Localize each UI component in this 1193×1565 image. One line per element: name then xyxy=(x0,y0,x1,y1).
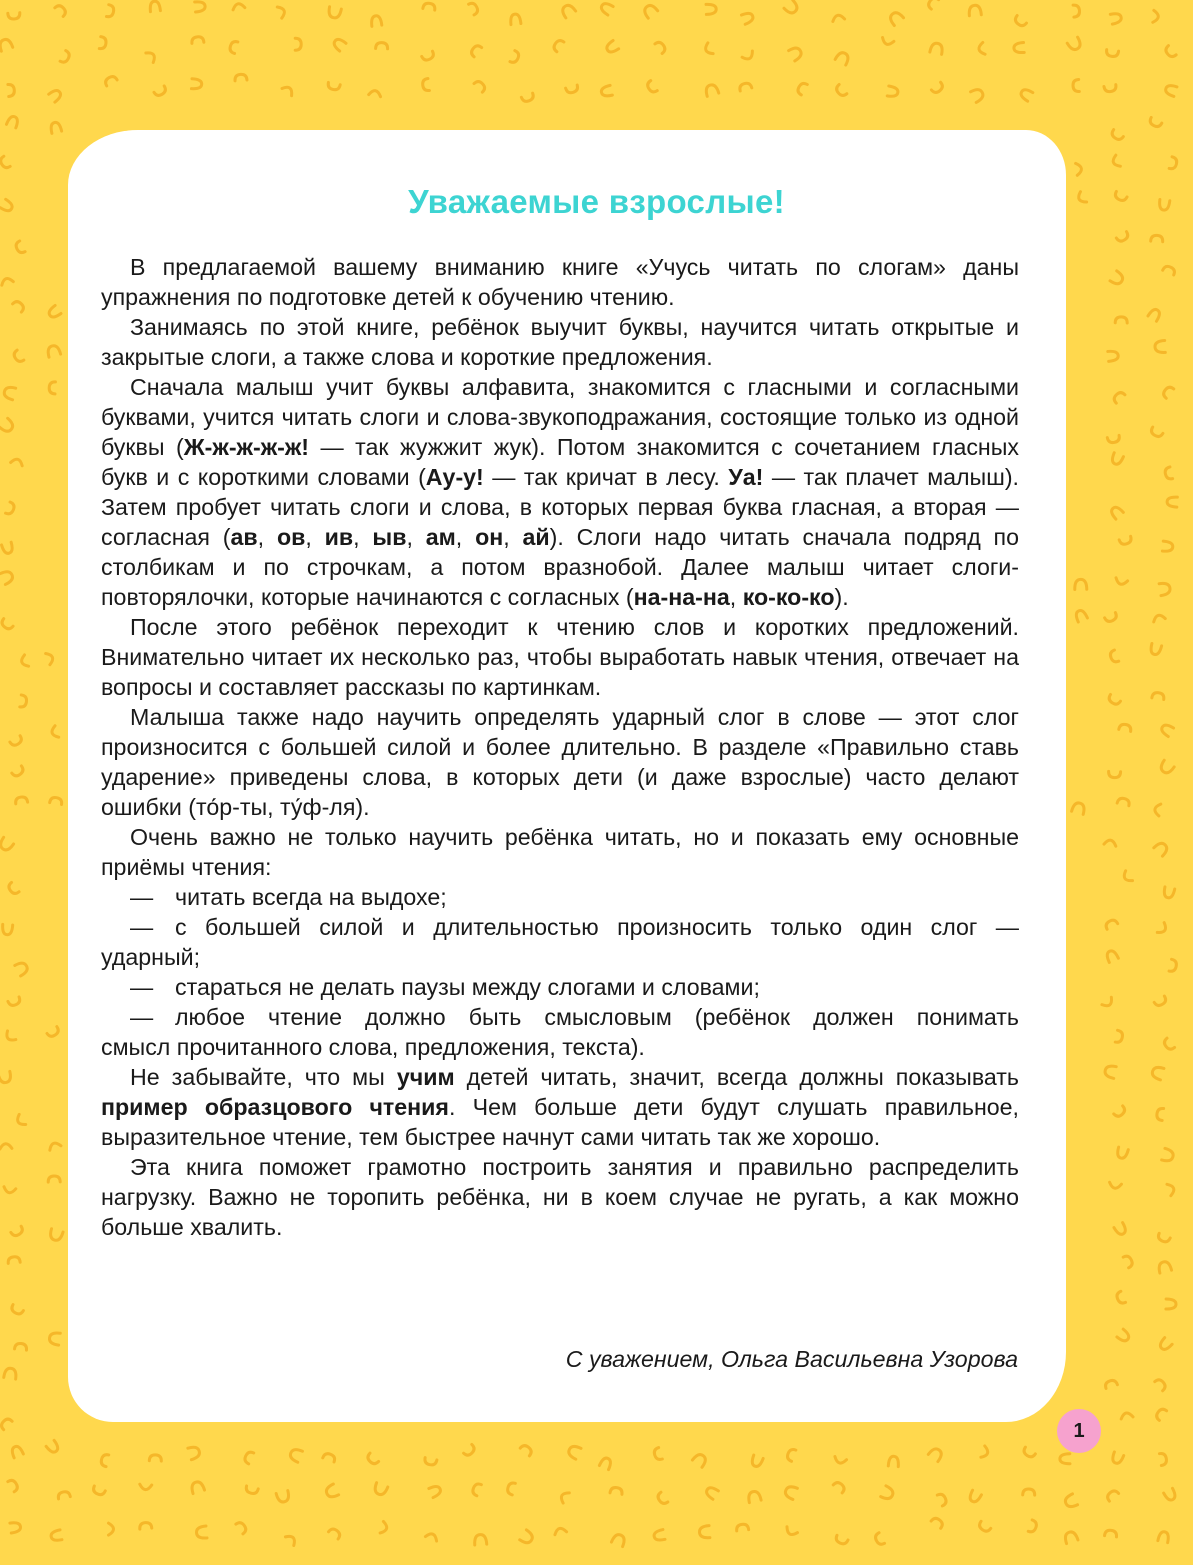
squiggle-mark xyxy=(332,37,346,51)
squiggle-mark xyxy=(50,121,62,133)
squiggle-mark xyxy=(1119,723,1132,731)
squiggle-mark xyxy=(0,38,13,51)
squiggle-mark xyxy=(834,1457,847,1465)
squiggle-mark xyxy=(0,1417,12,1430)
squiggle-mark xyxy=(699,1526,710,1539)
squiggle-mark xyxy=(149,1,160,12)
squiggle-mark xyxy=(371,15,382,26)
squiggle-mark xyxy=(92,1486,105,1496)
paragraph-closing: Эта книга поможет грамотно построить занятия и правильно распределить нагрузку. Важно не торопить ребёнка, ни в коем случае не ругать, а как можно больше хвалить. xyxy=(101,1154,1019,1240)
squiggle-mark xyxy=(474,79,487,92)
squiggle-mark xyxy=(1157,1233,1170,1243)
squiggle-mark xyxy=(47,1027,60,1039)
squiggle-mark xyxy=(6,502,16,515)
squiggle-mark xyxy=(10,1522,21,1533)
squiggle-mark xyxy=(1159,760,1175,775)
squiggle-mark xyxy=(0,418,15,434)
squiggle-mark xyxy=(276,1491,290,1504)
squiggle-mark xyxy=(6,115,19,128)
squiggle-mark xyxy=(424,1458,437,1466)
squiggle-mark xyxy=(835,51,850,65)
squiggle-mark xyxy=(1102,997,1115,1008)
squiggle-mark xyxy=(0,277,13,285)
squiggle-mark xyxy=(931,1516,944,1528)
squiggle-mark xyxy=(656,1492,668,1505)
squiggle-mark xyxy=(295,38,301,50)
squiggle-mark xyxy=(11,458,24,466)
squiggle-mark xyxy=(190,1480,204,1493)
squiggle-mark xyxy=(154,86,167,97)
squiggle-mark xyxy=(1152,614,1165,622)
squiggle-mark xyxy=(1155,1407,1167,1420)
squiggle-mark xyxy=(1163,265,1176,275)
squiggle-mark xyxy=(60,51,71,64)
squiggle-mark xyxy=(1163,887,1175,899)
squiggle-mark xyxy=(1166,1299,1176,1309)
squiggle-mark xyxy=(835,1535,848,1545)
squiggle-mark xyxy=(706,4,716,14)
squiggle-mark xyxy=(195,1,206,12)
squiggle-mark xyxy=(1076,163,1083,176)
squiggle-mark xyxy=(422,79,429,92)
squiggle-mark xyxy=(366,1453,379,1466)
paragraph-method: Сначала малыш учит буквы алфавита, знакомится с гласными и согласными буквами, учится читать слоги и слова-звукоподражания, состоящие только из одной буквы (Ж-ж-ж-ж-ж! — так жужжит жук). Потом знакомится с сочетанием гласных букв и с короткими словами (Ау-у! — так кричат в лесу. Уа! — так плачет малыш). Затем пробует читать слоги и слова, в которых первая буква гласная, а вторая — согласная (ав, ов, ив, ыв, ам, он, ай). Слоги надо читать сначала подряд по столбикам и по строчкам, а потом вразнобой. Далее малыш читает слоги-повторялочки, которые начинаются с согласных (на-на-на, ко-ко-ко). xyxy=(101,374,1019,610)
squiggle-mark xyxy=(1157,923,1168,936)
squiggle-mark xyxy=(1108,771,1120,777)
squiggle-mark xyxy=(48,1176,60,1182)
squiggle-mark xyxy=(1110,271,1125,287)
squiggle-mark xyxy=(422,51,435,62)
squiggle-mark xyxy=(1114,1106,1127,1118)
squiggle-mark xyxy=(0,156,10,169)
squiggle-mark xyxy=(8,1256,20,1263)
paragraph-book-goals: Занимаясь по этой книге, ребёнок выучит буквы, научится читать открытые и закрытые слоги, а также слова и короткие предложения. xyxy=(101,314,1019,370)
squiggle-mark xyxy=(469,2,480,15)
squiggle-mark xyxy=(1110,453,1123,466)
squiggle-mark xyxy=(741,11,754,24)
squiggle-mark xyxy=(57,1491,70,1499)
squiggle-mark xyxy=(236,1521,248,1534)
squiggle-mark xyxy=(510,14,521,25)
squiggle-mark xyxy=(796,82,807,95)
squiggle-mark xyxy=(1111,1452,1124,1465)
squiggle-mark xyxy=(191,36,203,43)
squiggle-mark xyxy=(1107,694,1120,706)
squiggle-mark xyxy=(12,350,24,363)
list-dash: — xyxy=(130,914,154,940)
squiggle-mark xyxy=(2,924,13,935)
squiggle-mark xyxy=(887,86,898,97)
squiggle-mark xyxy=(1109,1182,1122,1189)
signature: С уважением, Ольга Васильевна Узорова xyxy=(565,1346,1018,1372)
squiggle-mark xyxy=(0,569,14,584)
squiggle-mark xyxy=(55,4,68,17)
squiggle-mark xyxy=(1105,949,1118,962)
squiggle-mark xyxy=(1167,497,1178,508)
squiggle-mark xyxy=(1114,1223,1128,1237)
squiggle-mark xyxy=(655,40,667,53)
squiggle-mark xyxy=(464,1444,477,1457)
squiggle-mark xyxy=(8,997,21,1007)
squiggle-mark xyxy=(11,1226,24,1237)
squiggle-mark xyxy=(1112,391,1125,404)
squiggle-mark xyxy=(599,1456,612,1469)
squiggle-mark xyxy=(567,1444,581,1459)
squiggle-mark xyxy=(104,75,117,86)
squiggle-mark xyxy=(520,1530,535,1546)
squiggle-mark xyxy=(835,85,847,98)
squiggle-mark xyxy=(784,0,800,15)
squiggle-mark xyxy=(1019,87,1033,101)
squiggle-mark xyxy=(235,74,247,81)
squiggle-mark xyxy=(928,1446,944,1461)
squiggle-mark xyxy=(881,37,894,46)
squiggle-mark xyxy=(692,1452,708,1467)
squiggle-mark xyxy=(1148,307,1162,321)
squiggle-mark xyxy=(832,14,845,21)
squiggle-mark xyxy=(1117,1329,1131,1343)
squiggle-mark xyxy=(874,1533,885,1546)
squiggle-mark xyxy=(277,5,286,18)
paragraph-reading-techniques: Очень важно не только научить ребёнка читать, но и показать ему основные приёмы чтения: xyxy=(101,824,1019,880)
squiggle-mark xyxy=(1154,996,1167,1007)
squiggle-mark xyxy=(469,44,481,57)
squiggle-mark xyxy=(106,5,114,18)
squiggle-mark xyxy=(560,3,576,18)
squiggle-mark xyxy=(1075,579,1087,589)
squiggle-mark xyxy=(324,1484,338,1499)
squiggle-mark xyxy=(1063,1530,1078,1543)
squiggle-mark xyxy=(47,305,61,319)
squiggle-mark xyxy=(554,1527,567,1535)
squiggle-mark xyxy=(1022,1447,1035,1459)
squiggle-mark xyxy=(50,726,58,739)
squiggle-mark xyxy=(1160,723,1174,737)
squiggle-mark xyxy=(1155,1378,1167,1391)
squiggle-mark xyxy=(289,1447,303,1462)
paragraph-example-reading: Не забывайте, что мы учим детей читать, значит, всегда должны показывать пример образцового чтения. Чем больше дети будут слушать правильное, выразительное чтение, тем быстрее начнут сами читать так же хорошо. xyxy=(101,1064,1019,1150)
squiggle-mark xyxy=(1115,1291,1125,1304)
squiggle-mark xyxy=(881,1486,895,1501)
squiggle-mark xyxy=(1105,1530,1118,1537)
squiggle-mark xyxy=(1162,1148,1175,1162)
list-item: — с большей силой и длительностью произносить только один слог — ударный; xyxy=(101,914,1019,970)
squiggle-mark xyxy=(968,5,981,16)
squiggle-mark xyxy=(1164,46,1176,59)
squiggle-mark xyxy=(1106,1489,1119,1501)
squiggle-mark xyxy=(1169,959,1177,972)
squiggle-mark xyxy=(1164,84,1177,97)
squiggle-mark xyxy=(328,7,342,19)
squiggle-mark xyxy=(1149,643,1161,655)
squiggle-mark xyxy=(3,1187,16,1194)
squiggle-mark xyxy=(704,83,718,96)
squiggle-mark xyxy=(7,882,19,895)
squiggle-mark xyxy=(139,1522,151,1529)
squiggle-mark xyxy=(1159,1453,1167,1466)
squiggle-mark xyxy=(15,961,30,976)
squiggle-mark xyxy=(1115,317,1127,323)
squiggle-mark xyxy=(1073,5,1080,17)
squiggle-mark xyxy=(739,82,752,91)
squiggle-mark xyxy=(642,3,658,18)
squiggle-mark xyxy=(46,344,60,357)
squiggle-mark xyxy=(100,1454,109,1467)
squiggle-mark xyxy=(1158,1531,1170,1543)
squiggle-mark xyxy=(109,1523,114,1535)
squiggle-mark xyxy=(930,42,944,54)
squiggle-mark xyxy=(12,766,25,778)
squiggle-mark xyxy=(139,1484,151,1490)
squiggle-mark xyxy=(931,82,944,94)
squiggle-mark xyxy=(1115,578,1128,586)
squiggle-mark xyxy=(49,1229,63,1242)
squiggle-mark xyxy=(1162,1038,1174,1051)
squiggle-mark xyxy=(380,1521,388,1534)
squiggle-mark xyxy=(566,85,579,94)
squiggle-mark xyxy=(1116,1147,1128,1159)
squiggle-mark xyxy=(4,1031,16,1043)
squiggle-mark xyxy=(429,1484,442,1497)
squiggle-mark xyxy=(1115,1030,1123,1043)
squiggle-mark xyxy=(1111,155,1120,168)
squiggle-mark xyxy=(1072,802,1086,815)
list-dash: — xyxy=(130,1004,154,1030)
squiggle-mark xyxy=(552,39,564,52)
squiggle-mark xyxy=(46,652,55,665)
squiggle-mark xyxy=(521,93,534,103)
squiggle-mark xyxy=(8,84,15,96)
squiggle-mark xyxy=(8,1478,19,1491)
squiggle-mark xyxy=(1162,385,1174,398)
squiggle-mark xyxy=(49,382,55,394)
squiggle-mark xyxy=(1105,613,1118,624)
page-title: Уважаемые взрослые! xyxy=(408,183,785,220)
squiggle-mark xyxy=(1158,1338,1172,1352)
letter-body xyxy=(101,252,1019,1242)
squiggle-mark xyxy=(1123,1254,1134,1267)
squiggle-mark xyxy=(229,40,238,53)
squiggle-mark xyxy=(0,619,13,631)
squiggle-mark xyxy=(747,1490,761,1502)
squiggle-mark xyxy=(46,1440,60,1454)
squiggle-mark xyxy=(520,1444,533,1456)
squiggle-mark xyxy=(8,13,20,20)
squiggle-mark xyxy=(15,796,28,804)
squiggle-mark xyxy=(1013,16,1026,28)
squiggle-mark xyxy=(833,1480,846,1492)
squiggle-mark xyxy=(610,1487,623,1494)
squiggle-mark xyxy=(1116,232,1129,243)
squiggle-mark xyxy=(15,1343,28,1350)
squiggle-mark xyxy=(1104,1379,1117,1388)
squiggle-mark xyxy=(1023,1489,1035,1495)
squiggle-mark xyxy=(474,1534,487,1545)
list-item: — любое чтение должно быть смысловым (ребёнок должен понимать смысл прочитанного слова, предложения, текста). xyxy=(101,1004,1019,1060)
squiggle-mark xyxy=(1152,692,1165,700)
squiggle-mark xyxy=(978,1521,991,1533)
squiggle-mark xyxy=(245,1486,258,1495)
squiggle-mark xyxy=(1164,1488,1178,1502)
paragraph-intro: В предлагаемой вашему вниманию книге «Учусь читать по слогам» даны упражнения по подготовке детей к обучению чтению. xyxy=(101,254,1019,310)
squiggle-mark xyxy=(1117,797,1130,806)
squiggle-mark xyxy=(49,88,63,102)
squiggle-mark xyxy=(1151,235,1163,242)
paragraph-stress: Малыша также надо научить определять ударный слог в слове — этот слог произносится с большей силой и более длительно. В разделе «Правильно ставь ударение» приведены слова, в которых дети (и даже взрослые) часто делают ошибки (то́р-ты, ту́ф-ля). xyxy=(101,704,1019,820)
squiggle-mark xyxy=(559,1490,569,1503)
squiggle-mark xyxy=(2,542,14,554)
squiggle-mark xyxy=(1150,427,1163,438)
squiggle-mark xyxy=(1060,1454,1070,1464)
squiggle-mark xyxy=(285,1533,297,1545)
squiggle-mark xyxy=(50,1530,62,1542)
squiggle-mark xyxy=(1104,1065,1116,1079)
squiggle-mark xyxy=(1104,918,1117,929)
squiggle-mark xyxy=(0,837,14,852)
squiggle-mark xyxy=(191,79,202,90)
squiggle-mark xyxy=(329,1527,342,1539)
squiggle-mark xyxy=(327,82,340,90)
squiggle-mark xyxy=(1157,1260,1171,1273)
squiggle-mark xyxy=(149,1455,161,1461)
squiggle-mark xyxy=(888,1456,899,1467)
squiggle-mark xyxy=(785,1527,798,1537)
squiggle-mark xyxy=(1108,351,1119,362)
squiggle-mark xyxy=(646,81,658,94)
squiggle-mark xyxy=(0,1143,12,1149)
squiggle-mark xyxy=(1151,1066,1164,1080)
squiggle-mark xyxy=(1156,1108,1163,1121)
squiggle-mark xyxy=(1104,839,1117,846)
squiggle-mark xyxy=(600,85,612,97)
squiggle-mark xyxy=(4,1368,17,1380)
squiggle-mark xyxy=(968,1490,982,1504)
squiggle-mark xyxy=(3,386,16,400)
squiggle-mark xyxy=(1014,42,1025,53)
list-dash: — xyxy=(130,974,154,1000)
squiggle-mark xyxy=(1120,1412,1133,1419)
squiggle-mark xyxy=(10,1445,23,1458)
squiggle-mark xyxy=(99,37,106,50)
squiggle-mark xyxy=(0,1071,12,1083)
squiggle-mark xyxy=(15,1114,26,1127)
squiggle-mark xyxy=(48,1141,61,1150)
squiggle-mark xyxy=(232,3,245,10)
squiggle-mark xyxy=(1122,871,1133,884)
squiggle-mark xyxy=(423,3,436,11)
list-item: — стараться не делать паузы между слогами и словами; xyxy=(101,972,1019,1002)
squiggle-mark xyxy=(188,1445,201,1459)
squiggle-mark xyxy=(888,10,904,25)
squiggle-mark xyxy=(1169,157,1178,170)
squiggle-mark xyxy=(1028,1520,1038,1533)
squiggle-mark xyxy=(20,655,29,668)
squiggle-mark xyxy=(927,0,939,9)
list-dash: — xyxy=(130,884,154,910)
squiggle-mark xyxy=(1107,435,1120,443)
squiggle-mark xyxy=(1110,12,1122,24)
page-number-badge: 1 xyxy=(1057,1409,1101,1453)
squiggle-mark xyxy=(10,1305,23,1316)
squiggle-mark xyxy=(14,241,25,254)
squiggle-mark xyxy=(10,736,23,747)
squiggle-mark xyxy=(471,1482,481,1495)
squiggle-mark xyxy=(705,1485,719,1499)
squiggle-mark xyxy=(1154,841,1170,857)
squiggle-mark xyxy=(1104,85,1117,93)
squiggle-mark xyxy=(1106,50,1119,57)
squiggle-mark xyxy=(1153,10,1159,22)
squiggle-mark xyxy=(1074,609,1087,622)
squiggle-mark xyxy=(373,1483,388,1497)
squiggle-mark xyxy=(1167,1183,1176,1196)
squiggle-mark xyxy=(13,300,26,313)
squiggle-mark xyxy=(937,1493,948,1506)
squiggle-mark xyxy=(282,84,295,95)
squiggle-mark xyxy=(369,90,382,97)
squiggle-mark xyxy=(750,1455,763,1468)
squiggle-mark xyxy=(653,1530,665,1542)
squiggle-mark xyxy=(1110,130,1123,142)
squiggle-mark xyxy=(1063,1494,1077,1509)
squiggle-mark xyxy=(1162,541,1173,552)
squiggle-mark xyxy=(784,1485,798,1500)
squiggle-mark xyxy=(1164,467,1173,480)
squiggle-mark xyxy=(786,1448,796,1461)
squiggle-mark xyxy=(1109,505,1123,519)
squiggle-mark xyxy=(742,51,755,61)
squiggle-mark xyxy=(981,1446,990,1459)
squiggle-mark xyxy=(1119,536,1132,545)
squiggle-mark xyxy=(20,695,27,708)
squiggle-mark xyxy=(243,1450,254,1463)
squiggle-mark xyxy=(653,1448,662,1461)
squiggle-mark xyxy=(506,1482,515,1495)
squiggle-mark xyxy=(1154,803,1161,816)
squiggle-mark xyxy=(736,1524,749,1531)
squiggle-mark xyxy=(1148,117,1161,128)
squiggle-mark xyxy=(605,40,619,54)
squiggle-mark xyxy=(425,1532,438,1541)
squiggle-mark xyxy=(50,797,63,805)
squiggle-mark xyxy=(510,51,520,64)
squiggle-mark xyxy=(1159,582,1171,595)
squiggle-mark xyxy=(1067,37,1082,52)
squiggle-mark xyxy=(703,43,713,56)
squiggle-mark xyxy=(599,1,613,15)
squiggle-mark xyxy=(1109,650,1119,663)
squiggle-mark xyxy=(978,42,985,55)
paragraph-words-sentences: После этого ребёнок переходит к чтению слов и коротких предложений. Внимательно читает их несколько раз, чтобы выработать навык чтения, отвечает на вопросы и составляет рассказы по картинкам. xyxy=(101,614,1019,700)
squiggle-mark xyxy=(376,42,388,48)
squiggle-mark xyxy=(611,1533,626,1547)
squiggle-mark xyxy=(323,1452,336,1462)
squiggle-mark xyxy=(1155,340,1166,353)
squiggle-mark xyxy=(1073,80,1080,92)
squiggle-mark xyxy=(789,45,804,60)
squiggle-mark xyxy=(196,1526,207,1539)
squiggle-mark xyxy=(146,50,157,63)
squiggle-mark xyxy=(971,87,985,102)
squiggle-mark xyxy=(49,1332,61,1345)
list-item: — читать всегда на выдохе; xyxy=(101,882,1019,912)
